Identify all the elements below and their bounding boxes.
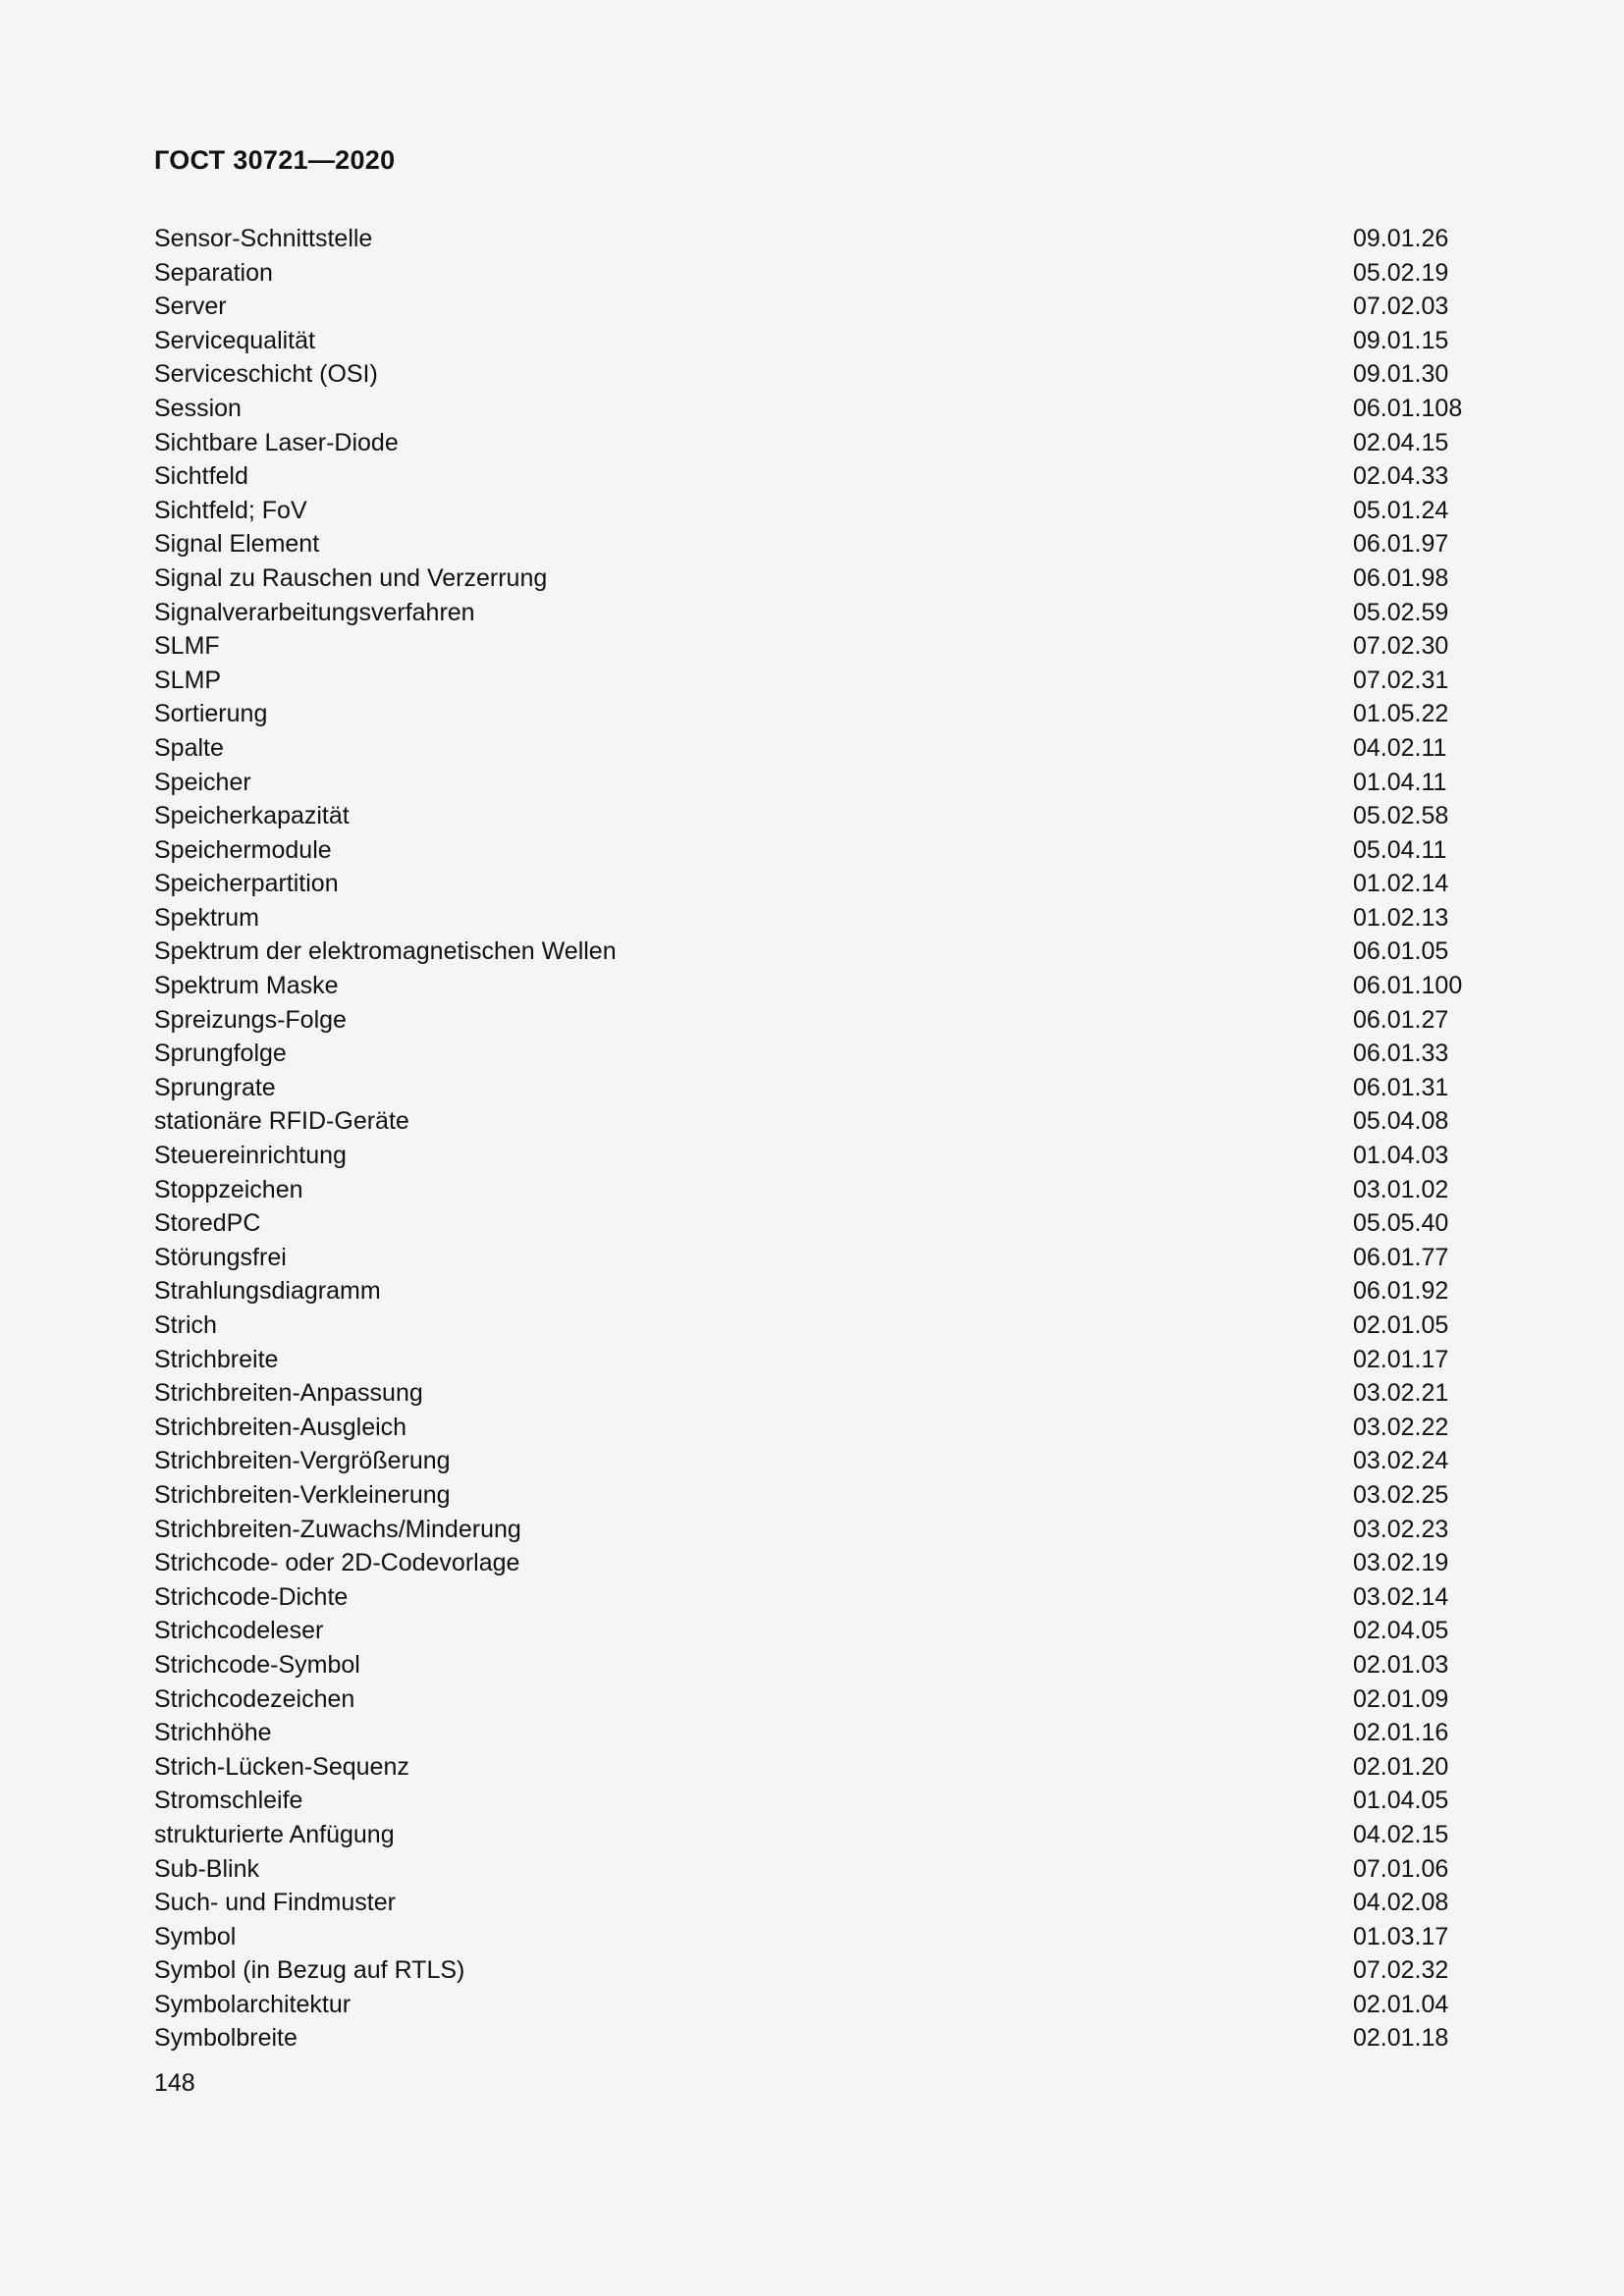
index-row [154, 459, 1470, 494]
index-term: Spalte [154, 733, 224, 762]
index-term: Symbolbreite [154, 2024, 298, 2053]
index-row [154, 731, 1470, 766]
index-reference-number: 02.01.03 [1353, 1650, 1449, 1679]
index-term: Signalverarbeitungsverfahren [154, 598, 475, 626]
index-reference-number: 09.01.30 [1353, 360, 1449, 389]
index-term: Such- und Findmuster [154, 1889, 396, 1917]
index-reference-number: 05.02.59 [1353, 598, 1449, 626]
index-reference-number: 01.04.11 [1353, 768, 1447, 796]
index-reference-number: 02.01.17 [1353, 1345, 1449, 1373]
index-term: Signal zu Rauschen und Verzerrung [154, 563, 548, 592]
index-row [154, 799, 1470, 833]
index-reference-number: 02.04.33 [1353, 462, 1449, 491]
index-row [154, 1037, 1470, 1071]
index-term: Sensor-Schnittstelle [154, 225, 373, 252]
index-reference-number: 02.01.20 [1353, 1752, 1449, 1781]
index-row [154, 1071, 1470, 1105]
index-reference-number: 06.01.05 [1353, 937, 1449, 966]
index-term: SLMF [154, 632, 220, 661]
term-index-list [154, 222, 1470, 2056]
index-reference-number: 05.02.19 [1353, 258, 1449, 287]
index-term: Symbolarchitektur [154, 1990, 352, 2018]
index-reference-number: 02.01.04 [1353, 1990, 1449, 2018]
index-term: Sprungfolge [154, 1040, 287, 1068]
index-term: Steuereinrichtung [154, 1142, 347, 1170]
index-row [154, 527, 1470, 561]
index-term: Strichbreiten-Verkleinerung [154, 1480, 451, 1509]
index-term: Spektrum [154, 903, 259, 932]
index-row [154, 1003, 1470, 1038]
index-row [154, 1580, 1470, 1615]
index-term: Session [154, 394, 242, 422]
index-reference-number: 02.01.05 [1353, 1311, 1449, 1339]
index-row [154, 1308, 1470, 1343]
index-reference-number: 02.04.15 [1353, 428, 1449, 456]
index-reference-number: 01.05.22 [1353, 700, 1449, 728]
index-reference-number: 03.02.24 [1353, 1447, 1449, 1475]
index-row [154, 426, 1470, 460]
index-reference-number: 01.04.05 [1353, 1787, 1449, 1815]
index-reference-number: 03.02.19 [1353, 1549, 1449, 1577]
index-reference-number: 01.04.03 [1353, 1142, 1449, 1170]
index-term: Symbol [154, 1922, 237, 1950]
index-row [154, 1614, 1470, 1648]
index-row [154, 1886, 1470, 1920]
index-row [154, 561, 1470, 596]
index-term: Stromschleife [154, 1787, 303, 1815]
index-term: stationäre RFID-Geräte [154, 1107, 409, 1136]
index-term: Strichbreiten-Zuwachs/Minderung [154, 1515, 521, 1543]
index-term: Strichcode- oder 2D-Codevorlage [154, 1549, 520, 1577]
index-term: Strichbreite [154, 1345, 279, 1373]
index-reference-number: 07.02.31 [1353, 666, 1449, 694]
index-reference-number: 04.02.15 [1353, 1820, 1449, 1848]
index-row [154, 222, 1470, 256]
index-term: Server [154, 293, 227, 321]
index-row [154, 1682, 1470, 1717]
index-row [154, 629, 1470, 664]
index-reference-number: 05.04.11 [1353, 835, 1447, 864]
index-reference-number: 05.05.40 [1353, 1209, 1449, 1238]
index-row [154, 1241, 1470, 1275]
index-term: Speicher [154, 768, 251, 796]
index-row [154, 969, 1470, 1003]
index-reference-number: 06.01.92 [1353, 1277, 1449, 1306]
index-row [154, 833, 1470, 868]
index-row [154, 664, 1470, 698]
index-term: Spektrum der elektromagnetischen Wellen [154, 937, 617, 966]
index-term: Sichtfeld; FoV [154, 496, 307, 524]
index-term: Sichtbare Laser-Diode [154, 428, 399, 456]
index-term: Strich-Lücken-Sequenz [154, 1752, 409, 1781]
index-reference-number: 05.04.08 [1353, 1107, 1449, 1136]
index-row [154, 1274, 1470, 1308]
index-row [154, 1513, 1470, 1547]
index-row [154, 1818, 1470, 1852]
index-row [154, 1139, 1470, 1173]
index-reference-number: 09.01.26 [1353, 225, 1449, 252]
index-reference-number: 07.02.03 [1353, 293, 1449, 321]
index-reference-number: 03.02.14 [1353, 1582, 1449, 1611]
index-reference-number: 02.01.18 [1353, 2024, 1449, 2053]
index-row [154, 1104, 1470, 1139]
index-row [154, 1343, 1470, 1377]
index-reference-number: 02.01.09 [1353, 1684, 1449, 1713]
index-reference-number: 06.01.33 [1353, 1040, 1449, 1068]
index-reference-number: 06.01.98 [1353, 563, 1449, 592]
index-term: Strichcodezeichen [154, 1684, 355, 1713]
index-row [154, 1784, 1470, 1818]
index-term: Stoppzeichen [154, 1175, 303, 1203]
index-term: Speichermodule [154, 835, 332, 864]
index-term: Spektrum Maske [154, 972, 339, 1000]
index-row [154, 901, 1470, 935]
index-reference-number: 03.02.23 [1353, 1515, 1449, 1543]
index-reference-number: 03.02.22 [1353, 1413, 1449, 1441]
index-reference-number: 03.01.02 [1353, 1175, 1449, 1203]
index-reference-number: 07.02.32 [1353, 1956, 1449, 1985]
index-reference-number: 05.02.58 [1353, 802, 1449, 830]
index-term: Servicequalität [154, 326, 315, 354]
index-reference-number: 06.01.27 [1353, 1005, 1449, 1034]
index-reference-number: 06.01.97 [1353, 530, 1449, 559]
index-term: Strichbreiten-Anpassung [154, 1379, 423, 1408]
index-term: Sichtfeld [154, 462, 248, 491]
index-row [154, 324, 1470, 358]
index-reference-number: 01.02.14 [1353, 870, 1449, 898]
index-row [154, 596, 1470, 630]
index-term: Serviceschicht (OSI) [154, 360, 378, 389]
index-term: Sortierung [154, 700, 268, 728]
index-term: Strichbreiten-Vergrößerung [154, 1447, 451, 1475]
index-row [154, 1716, 1470, 1750]
page-number: 148 [154, 2069, 195, 2097]
index-row [154, 1478, 1470, 1513]
index-term: Symbol (in Bezug auf RTLS) [154, 1956, 465, 1985]
index-reference-number: 06.01.100 [1353, 972, 1463, 1000]
index-row [154, 1920, 1470, 1954]
index-row [154, 494, 1470, 528]
index-row [154, 934, 1470, 969]
index-row [154, 2021, 1470, 2056]
index-row [154, 1750, 1470, 1785]
index-term: Sub-Blink [154, 1854, 259, 1883]
index-term: Strichbreiten-Ausgleich [154, 1413, 407, 1441]
index-row [154, 1988, 1470, 2022]
index-term: Strichcode-Symbol [154, 1650, 360, 1679]
index-reference-number: 07.02.30 [1353, 632, 1449, 661]
index-row [154, 1411, 1470, 1445]
index-term: StoredPC [154, 1209, 261, 1238]
index-row [154, 357, 1470, 392]
index-row [154, 1546, 1470, 1580]
index-term: Strichcode-Dichte [154, 1582, 349, 1611]
index-row [154, 392, 1470, 426]
index-reference-number: 03.02.25 [1353, 1480, 1449, 1509]
index-term: Störungsfrei [154, 1243, 287, 1271]
document-header-title: ГОСТ 30721—2020 [154, 145, 396, 175]
index-reference-number: 05.01.24 [1353, 496, 1449, 524]
index-term: Strich [154, 1311, 217, 1339]
index-reference-number: 07.01.06 [1353, 1854, 1449, 1883]
index-row [154, 1648, 1470, 1682]
index-reference-number: 02.01.16 [1353, 1719, 1449, 1747]
index-row [154, 1953, 1470, 1988]
index-reference-number: 04.02.08 [1353, 1889, 1449, 1917]
index-row [154, 1444, 1470, 1478]
index-reference-number: 04.02.11 [1353, 733, 1447, 762]
index-term: Sprungrate [154, 1073, 276, 1101]
index-term: Spreizungs-Folge [154, 1005, 347, 1034]
index-term: strukturierte Anfügung [154, 1820, 395, 1848]
index-reference-number: 03.02.21 [1353, 1379, 1449, 1408]
index-term: Strichhöhe [154, 1719, 272, 1747]
index-reference-number: 01.03.17 [1353, 1922, 1449, 1950]
index-reference-number: 09.01.15 [1353, 326, 1449, 354]
index-reference-number: 06.01.108 [1353, 394, 1463, 422]
index-row [154, 256, 1470, 291]
index-reference-number: 02.04.05 [1353, 1617, 1449, 1645]
index-term: Strahlungsdiagramm [154, 1277, 381, 1306]
index-reference-number: 06.01.77 [1353, 1243, 1449, 1271]
index-term: Strichcodeleser [154, 1617, 324, 1645]
index-reference-number: 06.01.31 [1353, 1073, 1449, 1101]
index-row [154, 1376, 1470, 1411]
index-row [154, 1173, 1470, 1207]
index-row [154, 697, 1470, 731]
index-term: Speicherpartition [154, 870, 339, 898]
index-row [154, 766, 1470, 800]
index-term: Separation [154, 258, 273, 287]
index-row [154, 290, 1470, 324]
index-row [154, 867, 1470, 901]
index-term: Speicherkapazität [154, 802, 350, 830]
index-term: Signal Element [154, 530, 320, 559]
index-row [154, 1852, 1470, 1887]
index-term: SLMP [154, 666, 222, 694]
index-row [154, 1206, 1470, 1241]
index-reference-number: 01.02.13 [1353, 903, 1449, 932]
